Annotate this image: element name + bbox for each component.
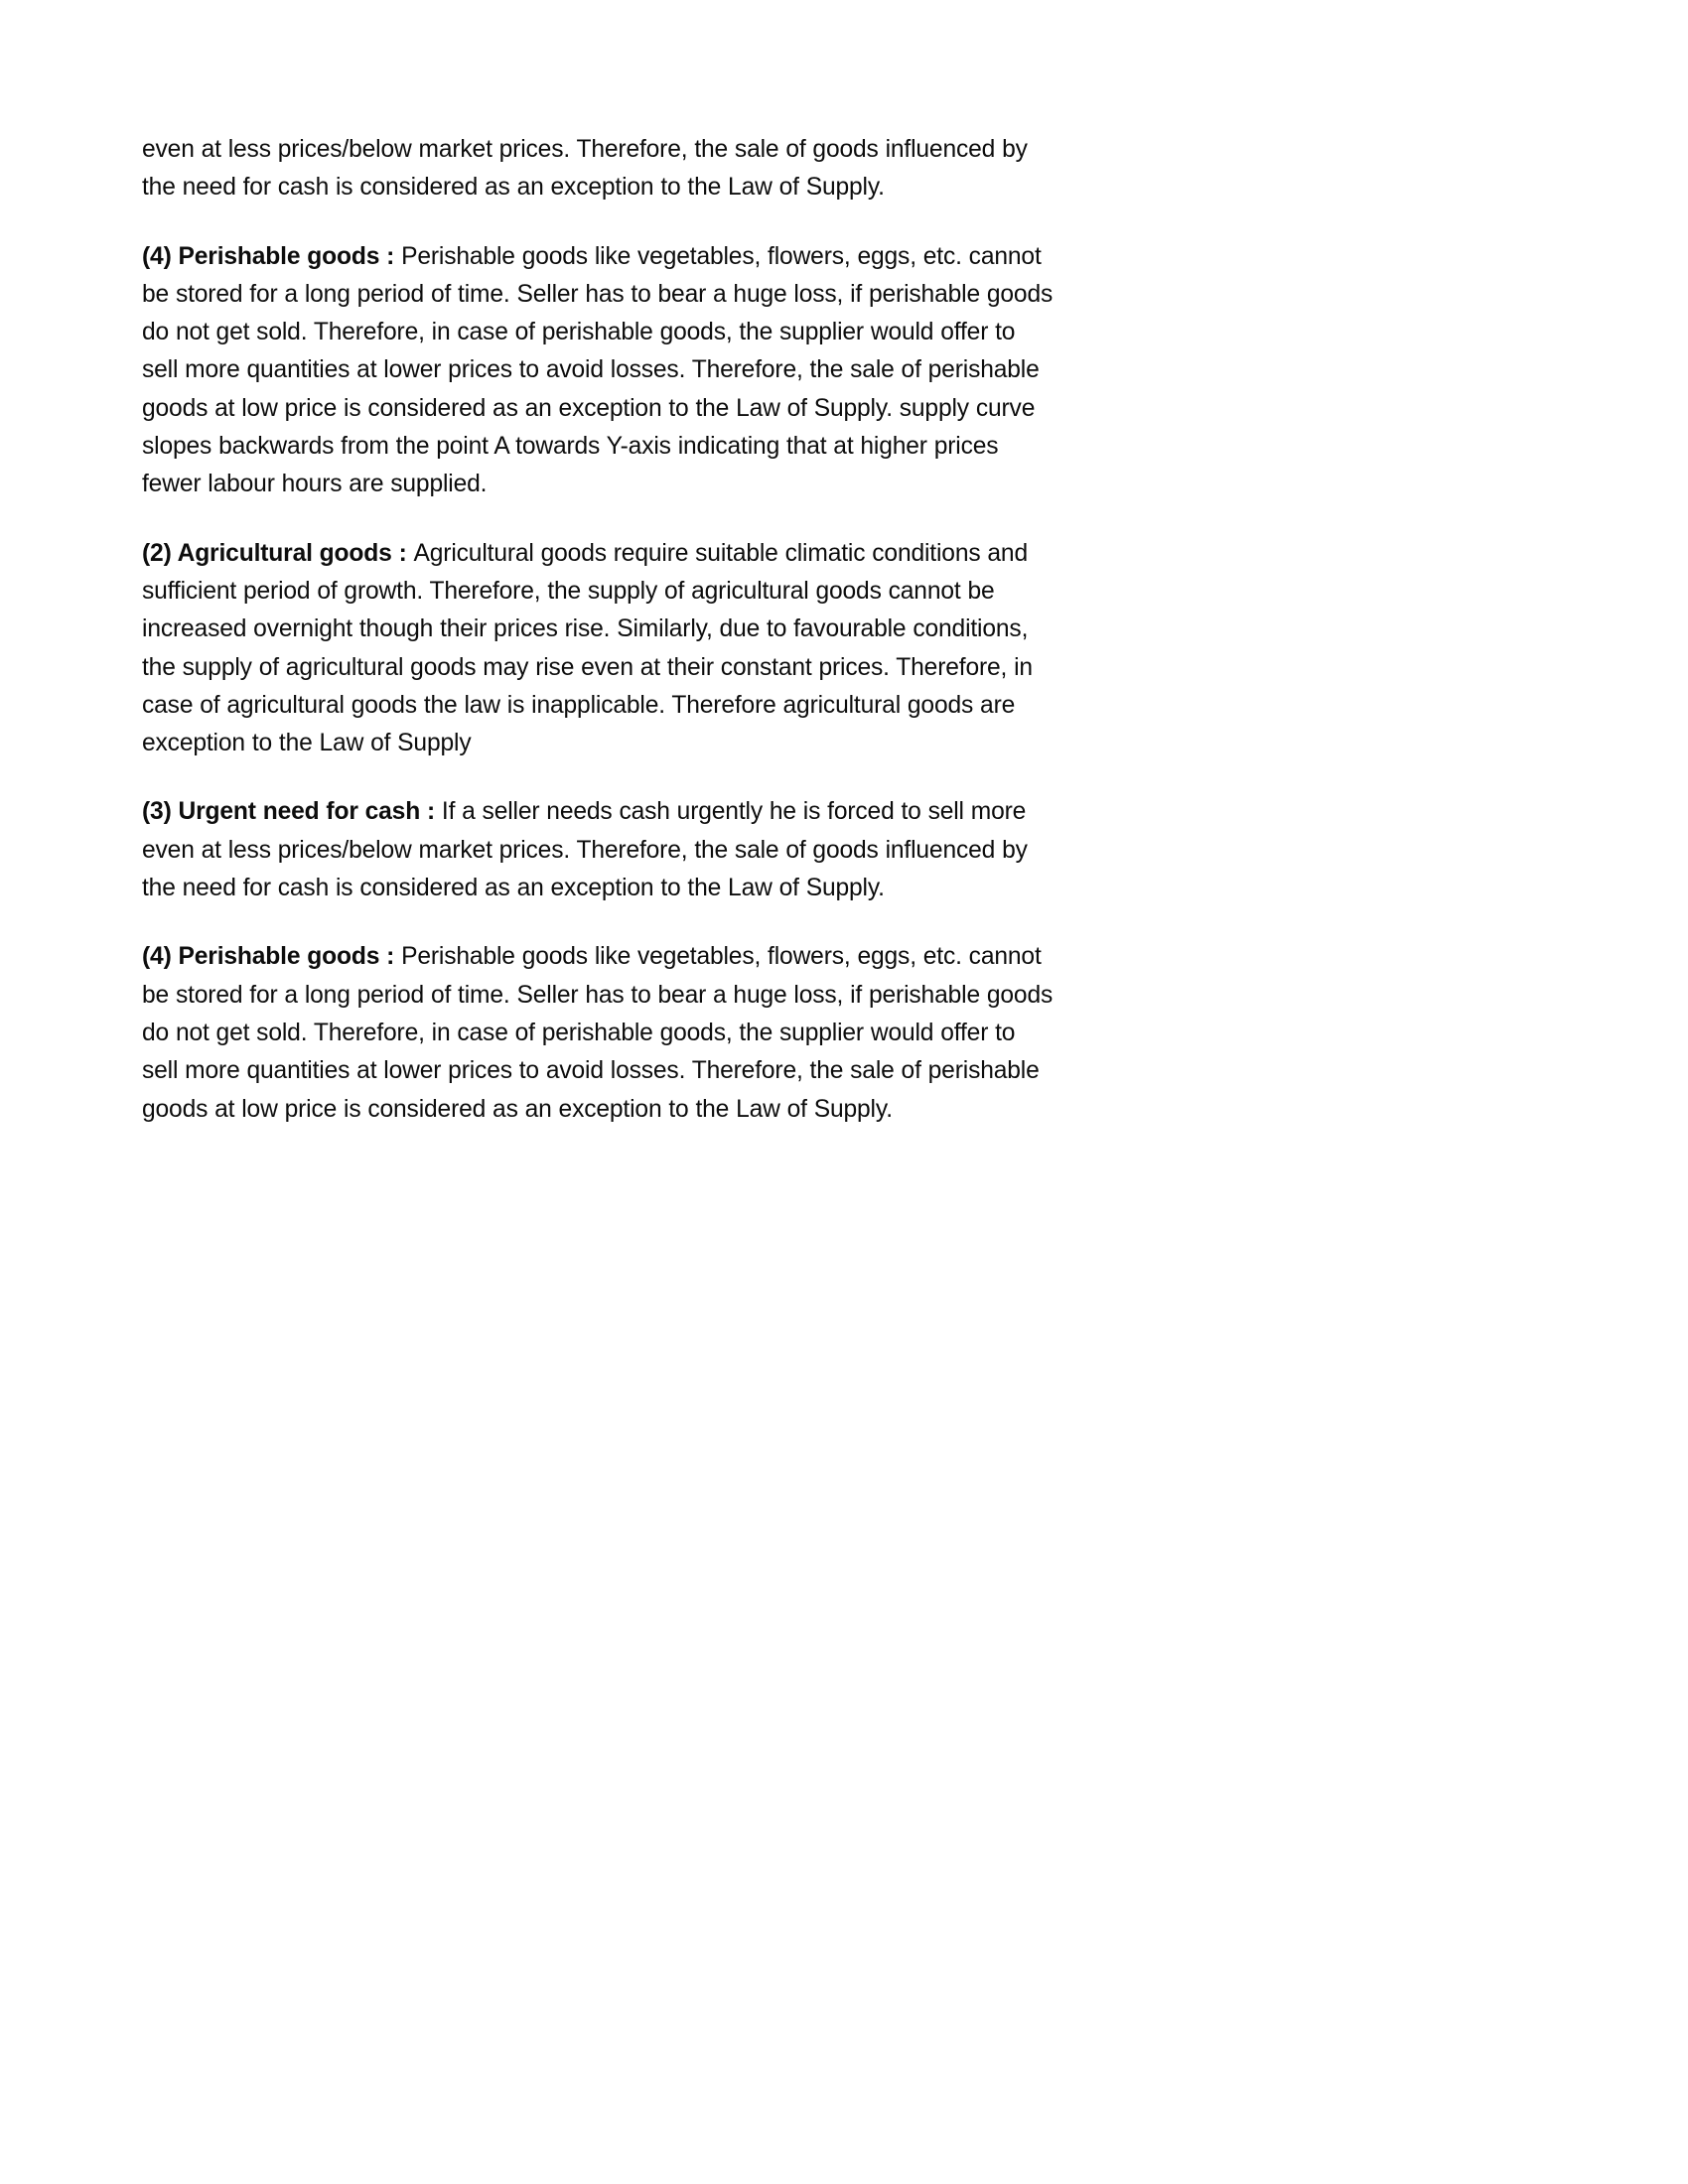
paragraph-continuation-urgent-cash — [142, 131, 1054, 207]
paragraph-perishable-goods-first — [142, 238, 1054, 504]
paragraph-lead-label: (2) Agricultural goods : — [142, 539, 414, 567]
paragraph-urgent-need-for-cash — [142, 793, 1054, 907]
paragraph-lead-label: (4) Perishable goods : — [142, 943, 402, 971]
paragraph-body-text: Perishable goods like vegetables, flowers, eggs, etc. cannot be stored for a long period of time. Seller has to bear a huge loss, if perishable goods do not get sold. Therefore, in case of perishable goods, the supplier would offer to sell more quantities at lower prices to avoid losses. Therefore, the sale of perishable goods at low price is considered as an exception to the Law of Supply. supply curve slopes backwards from the point A towards Y-axis indicating that at higher prices fewer labour hours are supplied. — [142, 242, 1054, 498]
paragraph-body-text: Agricultural goods require suitable climatic conditions and sufficient period of growth. Therefore, the supply of agricultural goods cannot be increased overnight though their prices rise. Similarly, due to favourable conditions, the supply of agricultural goods may rise even at their constant prices. Therefore, in case of agricultural goods the law is inapplicable. Therefore agricultural goods are exception to the Law of Supply — [142, 539, 1033, 757]
paragraph-lead-label: (3) Urgent need for cash : — [142, 798, 442, 826]
document-text-column — [142, 131, 1054, 1129]
paragraph-body-text: even at less prices/below market prices. Therefore, the sale of goods influenced by the need for cash is considered as an exception to the Law of Supply. — [142, 136, 1028, 202]
paragraph-lead-label: (4) Perishable goods : — [142, 242, 402, 270]
paragraph-agricultural-goods — [142, 535, 1054, 763]
paragraph-body-text: If a seller needs cash urgently he is forced to sell more even at less prices/below market prices. Therefore, the sale of goods influenced by the need for cash is considered as an exception to the Law of Supply. — [142, 798, 1028, 902]
paragraph-perishable-goods-second — [142, 938, 1054, 1128]
paragraph-body-text: Perishable goods like vegetables, flowers, eggs, etc. cannot be stored for a long period of time. Seller has to bear a huge loss, if perishable goods do not get sold. Therefore, in case of perishable goods, the supplier would offer to sell more quantities at lower prices to avoid losses. Therefore, the sale of perishable goods at low price is considered as an exception to the Law of Supply. — [142, 943, 1054, 1123]
